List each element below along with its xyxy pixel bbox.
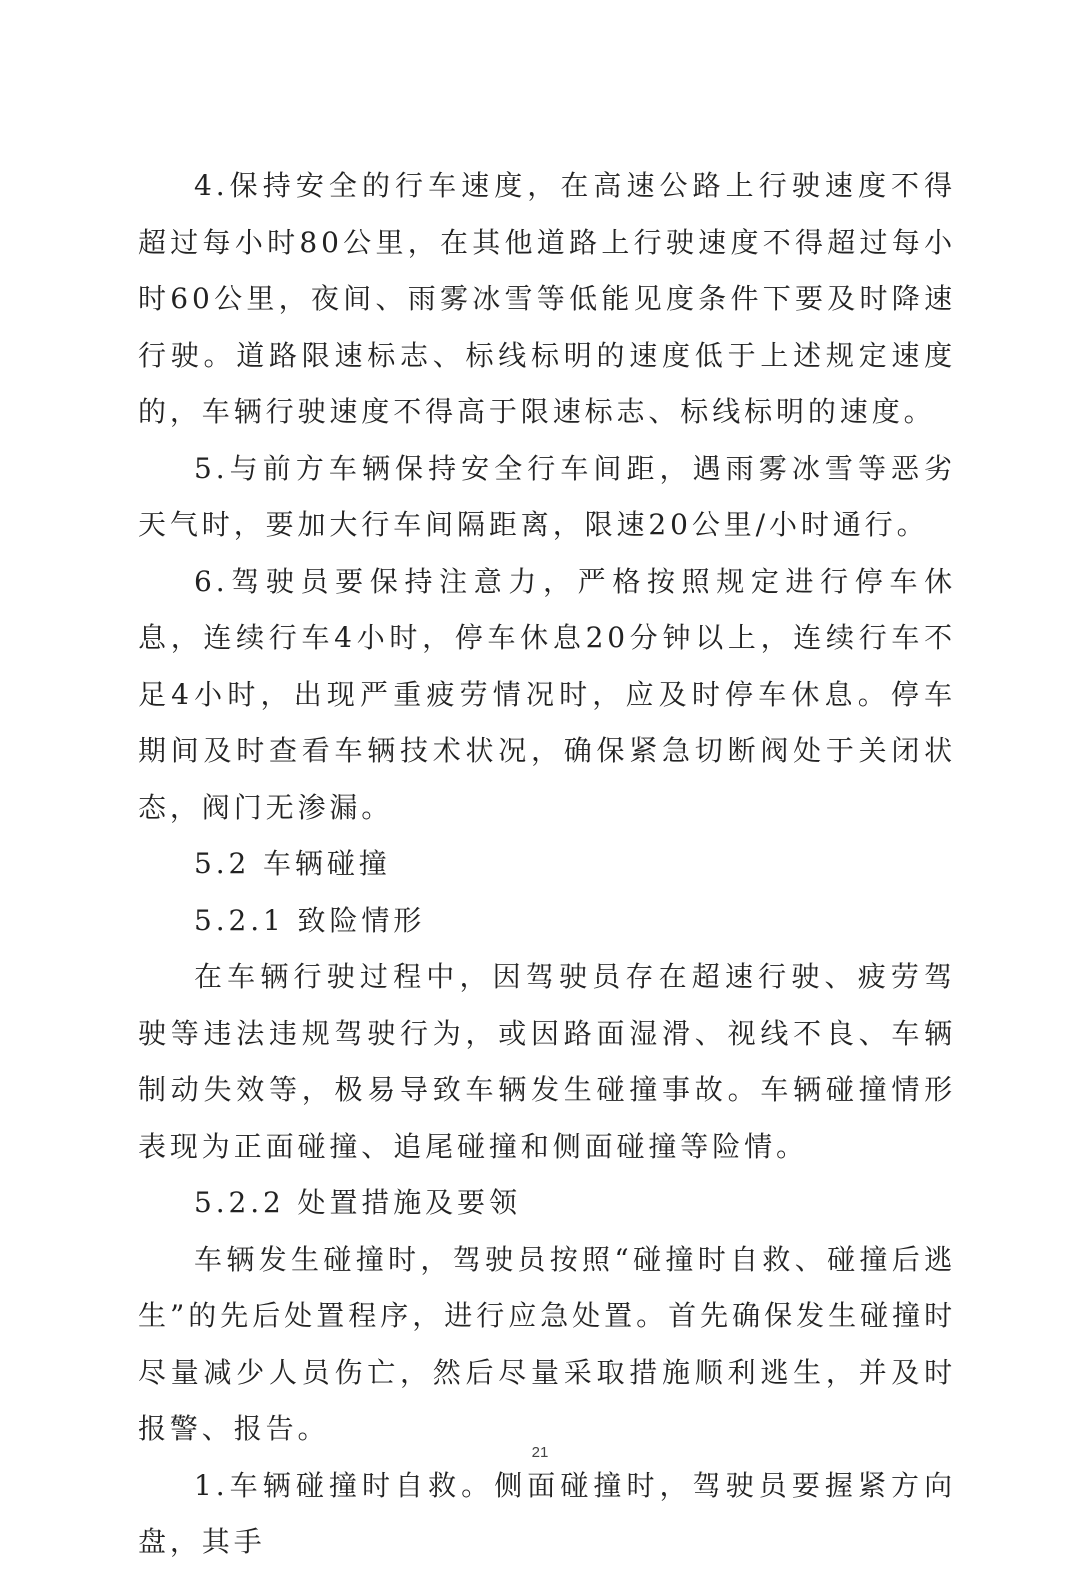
page-number: 21: [531, 1444, 549, 1461]
paragraph-driver-rest: 6.驾驶员要保持注意力，严格按照规定进行停车休息，连续行车4小时，停车休息20分钟以上，连续行车不足4小时，出现严重疲劳情况时，应及时停车休息。停车期间及时查看车辆技术状况，确保紧急切断阀处于关闭状态，阀门无渗漏。: [138, 564, 956, 824]
paragraph-speed-limit: 4.保持安全的行车速度，在高速公路上行驶速度不得超过每小时80公里，在其他道路上行驶速度不得超过每小时60公里，夜间、雨雾冰雪等低能见度条件下要及时降速行驶。道路限速标志、标线标明的速度低于上述规定速度的，车辆行驶速度不得高于限速标志、标线标明的速度。: [138, 169, 956, 428]
body-text: [138, 158, 956, 1571]
paragraph-collision-causes: 在车辆行驶过程中，因驾驶员存在超速行驶、疲劳驾驶等违法违规驾驶行为，或因路面湿滑、视线不良、车辆制动失效等，极易导致车辆发生碰撞事故。车辆碰撞情形表现为正面碰撞、追尾碰撞和侧面碰撞等险情。: [138, 960, 956, 1163]
paragraph-self-rescue: 1.车辆碰撞时自救。侧面碰撞时，驾驶员要握紧方向盘，其手: [138, 1468, 956, 1558]
paragraph-following-distance: 5.与前方车辆保持安全行车间距，遇雨雾冰雪等恶劣天气时，要加大行车间隔距离，限速20公里/小时通行。: [138, 451, 956, 541]
subsection-heading-measures: 5.2.2 处置措施及要领: [194, 1186, 521, 1219]
section-heading-vehicle-collision: 5.2 车辆碰撞: [194, 847, 391, 880]
paragraph-collision-procedure: 车辆发生碰撞时，驾驶员按照“碰撞时自救、碰撞后逃生”的先后处置程序，进行应急处置。首先确保发生碰撞时尽量减少人员伤亡，然后尽量采取措施顺利逃生，并及时报警、报告。: [138, 1242, 956, 1445]
subsection-heading-risk-situations: 5.2.1 致险情形: [194, 903, 426, 937]
